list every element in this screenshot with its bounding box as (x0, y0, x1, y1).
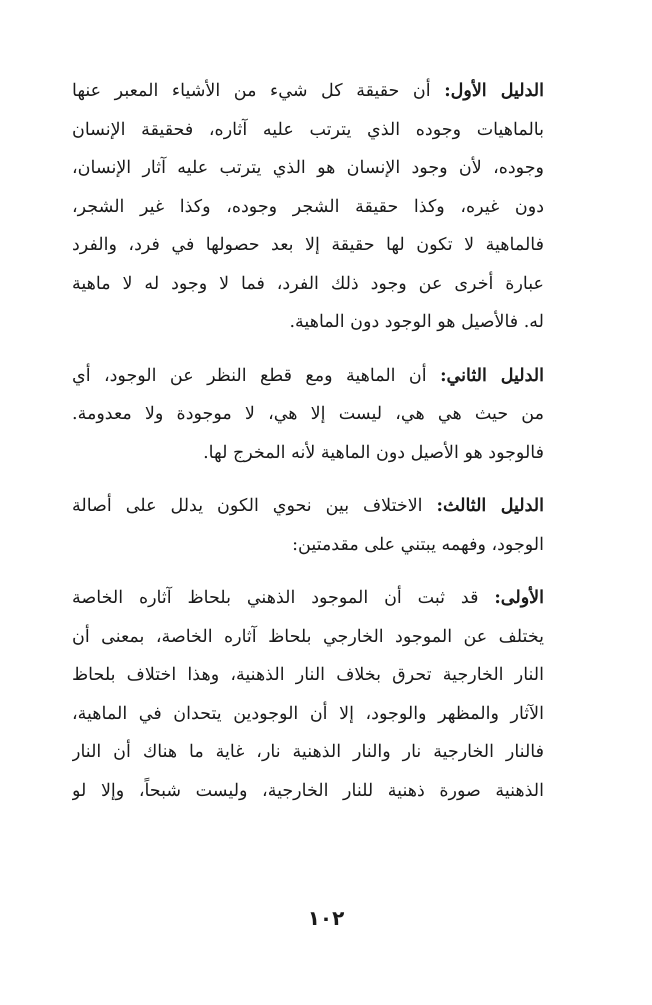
line-text: أن حقيقة كل شيء من الأشياء المعبر عنها (72, 81, 431, 101)
text-line: النار الخارجية تحرق بخلاف النار الذهنية، وهذا اختلاف بلحاظ (72, 665, 544, 685)
paragraph-second-proof (72, 357, 544, 473)
text-line: من حيث هي هي، ليست إلا هي، لا موجودة ولا معدومة. (72, 404, 544, 424)
body-text (72, 72, 544, 825)
text-line (72, 357, 544, 396)
paragraph-label: الأولى: (494, 588, 544, 608)
text-line: بالماهيات وجوده الذي يترتب عليه آثاره، فحقيقة الإنسان (72, 119, 544, 140)
text-line: فالنار الخارجية نار والنار الذهنية نار، غاية ما هناك أن النار (72, 742, 544, 762)
line-text: قد ثبت أن الموجود الذهني بلحاظ آثاره الخاصة (72, 588, 479, 608)
text-line (72, 72, 544, 111)
text-line: الذهنية صورة ذهنية للنار الخارجية، وليست شبحاً، وإلا لو (72, 780, 544, 801)
page-number: ١٠٢ (307, 906, 345, 930)
text-line: يختلف عن الموجود الخارجي بلحاظ آثاره الخاصة، بمعنى أن (72, 626, 544, 647)
paragraph-label: الدليل الأول: (444, 81, 544, 101)
paragraph-first-proof (72, 72, 544, 342)
text-line: الوجود، وفهمه يبتني على مقدمتين: (292, 534, 544, 555)
paragraph-first-premise (72, 579, 544, 810)
text-line (72, 579, 544, 618)
line-text: أن الماهية ومع قطع النظر عن الوجود، أي (72, 365, 427, 386)
text-line (72, 487, 544, 526)
paragraph-label: الدليل الثاني: (440, 365, 544, 386)
line-text: الاختلاف بين نحوي الكون يدلل على أصالة (72, 496, 423, 516)
text-line: فالماهية لا تكون لها حقيقة إلا بعد حصولها في فرد، والفرد (72, 235, 544, 255)
text-line: فالوجود هو الأصيل دون الماهية لأنه المخرج لها. (203, 442, 544, 463)
text-line: دون غيره، وكذا حقيقة الشجر وجوده، وكذا غير الشجر، (72, 196, 544, 217)
text-line: عبارة أخرى عن وجود ذلك الفرد، فما لا وجود له لا ماهية (72, 273, 544, 294)
paragraph-third-proof (72, 487, 544, 564)
text-line: الآثار والمظهر والوجود، إلا أن الوجودين يتحدان في الماهية، (72, 703, 544, 724)
text-line: وجوده، لأن وجود الإنسان هو الذي يترتب عليه آثار الإنسان، (72, 158, 544, 178)
text-line: له. فالأصيل هو الوجود دون الماهية. (289, 312, 544, 332)
paragraph-label: الدليل الثالث: (436, 496, 544, 516)
